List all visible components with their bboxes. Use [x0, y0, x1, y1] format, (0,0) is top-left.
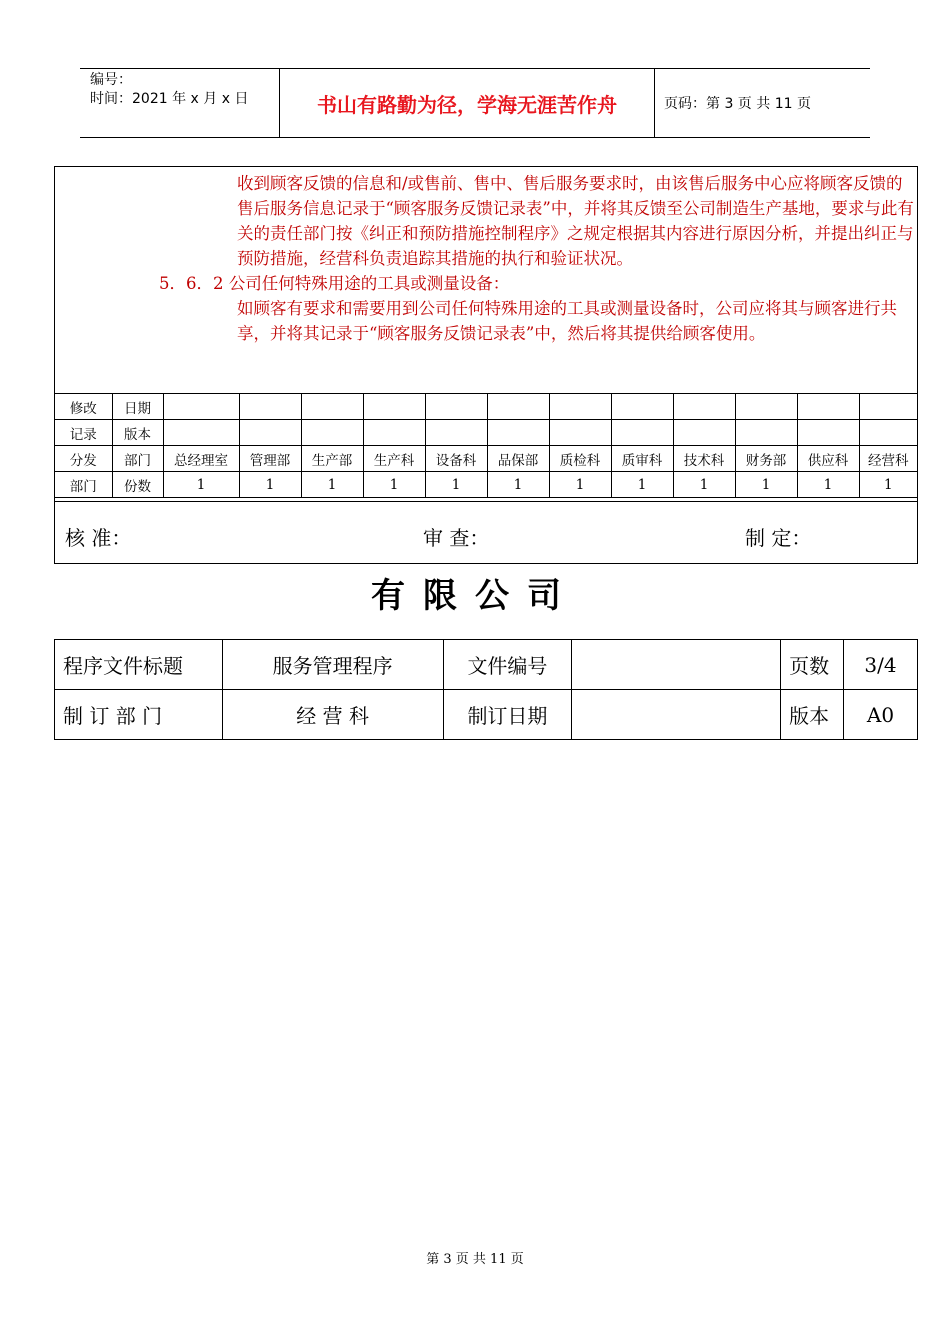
info-row-1: [55, 640, 918, 690]
info-row-2: [55, 690, 918, 740]
record-table: [55, 393, 917, 498]
company-name: 有限公司: [371, 576, 579, 616]
copies-cell: 1: [859, 472, 917, 498]
distribution-label: 分发: [55, 446, 112, 472]
dept-cell: 生产科: [363, 446, 425, 472]
dept-cell: 技术科: [673, 446, 735, 472]
dept-cell: 管理部: [239, 446, 301, 472]
date-value: [572, 690, 781, 740]
version-label: 版本: [781, 690, 844, 740]
copies-cell: 1: [425, 472, 487, 498]
copies-cell: 1: [673, 472, 735, 498]
copies-cell: 1: [363, 472, 425, 498]
revision-label: 修改: [55, 394, 112, 420]
dept-cell: 生产部: [301, 446, 363, 472]
pages-label: 页数: [781, 640, 844, 690]
copies-cell: 1: [239, 472, 301, 498]
dept-row: [55, 446, 917, 472]
doc-no-label: 文件编号: [443, 640, 572, 690]
date-label: 日期: [112, 394, 163, 420]
body-text: [159, 171, 917, 346]
dept-cell: 供应科: [797, 446, 859, 472]
revision-label-2: 记录: [55, 420, 112, 446]
section-heading: 5．6．2 公司任何特殊用途的工具或测量设备：: [159, 274, 510, 293]
copies-row: [55, 472, 917, 498]
signature-row: [55, 501, 917, 564]
page-footer: 第 3 页 共 11 页: [426, 1252, 524, 1267]
title-value: 服务管理程序: [222, 640, 443, 690]
dept-label: 制 订 部 门: [55, 690, 223, 740]
document-info-table: [54, 639, 918, 740]
body-paragraph: 收到顾客反馈的信息和/或售前、售中、售后服务要求时，由该售后服务中心应将顾客反馈的售后服务信息记录于“顾客服务反馈记录表”中，并将其反馈至公司制造生产基地，要求与此有关的责任部门按《纠正和预防措施控制程序》之规定根据其内容进行原因分析，并提出纠正与预防措施，经营科负责追踪其措施的执行和验证状况。: [237, 174, 914, 268]
copies-cell: 1: [487, 472, 549, 498]
date-label: 制订日期: [443, 690, 572, 740]
header-motto: 书山有路勤为径，学海无涯苦作舟: [280, 69, 655, 137]
dept-cell: 设备科: [425, 446, 487, 472]
number-label: 编号：: [90, 72, 132, 88]
version-row: [55, 420, 917, 446]
review-label: 审 查：: [423, 526, 490, 550]
date-row: [55, 394, 917, 420]
pages-value: 3/4: [844, 640, 918, 690]
dept-label: 部门: [112, 446, 163, 472]
dept-cell: 品保部: [487, 446, 549, 472]
copies-cell: 1: [163, 472, 239, 498]
title-label: 程序文件标题: [55, 640, 223, 690]
dept-cell: 总经理室: [163, 446, 239, 472]
copies-cell: 1: [735, 472, 797, 498]
version-value: A0: [844, 690, 918, 740]
copies-cell: 1: [549, 472, 611, 498]
dept-cell: 质检科: [549, 446, 611, 472]
version-label: 版本: [112, 420, 163, 446]
copies-cell: 1: [797, 472, 859, 498]
dept-value: 经 营 科: [222, 690, 443, 740]
dept-cell: 经营科: [859, 446, 917, 472]
section-text: 如顾客有要求和需要用到公司任何特殊用途的工具或测量设备时，公司应将其与顾客进行共享，并将其记录于“顾客服务反馈记录表”中，然后将其提供给顾客使用。: [237, 299, 897, 343]
doc-no-value: [572, 640, 781, 690]
dept-cell: 质审科: [611, 446, 673, 472]
copies-cell: 1: [301, 472, 363, 498]
header-meta: [80, 69, 280, 137]
page-header: [80, 68, 870, 138]
header-page-info: 页码：第 3 页 共 11 页: [664, 96, 811, 112]
distribution-label-2: 部门: [55, 472, 112, 498]
content-box: [54, 166, 918, 564]
prepare-label: 制 定：: [745, 526, 812, 550]
copies-label: 份数: [112, 472, 163, 498]
time-label: 时间：2021 年 x 月 x 日: [90, 91, 249, 107]
approve-label: 核 准：: [65, 526, 132, 550]
dept-cell: 财务部: [735, 446, 797, 472]
copies-cell: 1: [611, 472, 673, 498]
